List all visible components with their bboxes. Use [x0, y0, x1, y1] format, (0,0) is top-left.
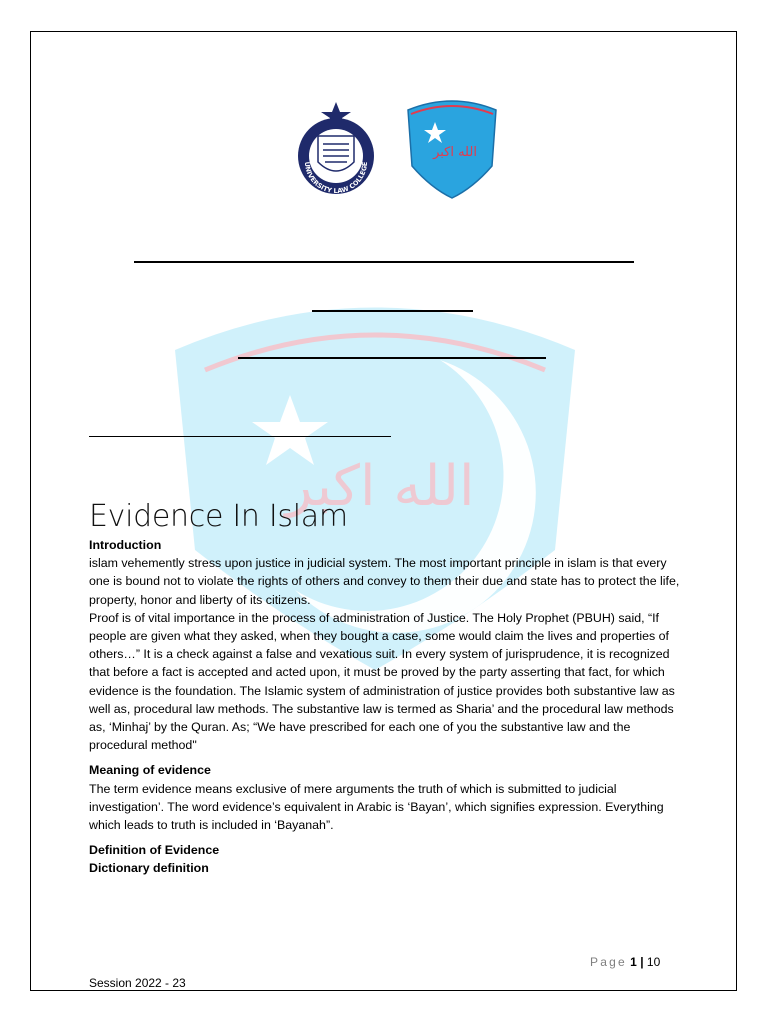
page-number [590, 955, 660, 969]
document-body [89, 498, 689, 878]
svg-text:الله اکبر: الله اکبر [433, 145, 477, 160]
session-label: Session 2022 - 23 [89, 976, 186, 990]
page-word: Page [590, 955, 627, 969]
section-heading-dictionary: Dictionary definition [89, 861, 209, 876]
title-line-4 [89, 436, 391, 437]
section-heading-introduction: Introduction [89, 538, 162, 552]
title-line-2 [312, 310, 473, 312]
svg-text:UNIVERSITY LAW COLLEGE: UNIVERSITY LAW COLLEGE [302, 161, 370, 196]
page-separator: | [640, 955, 644, 969]
page-current: 1 [630, 955, 637, 969]
crescent-shield-logo [405, 96, 499, 200]
paragraph: The term evidence means exclusive of mere arguments the truth of which is submitted to judicial investigation’. The word evidence’s equivalent in Arabic is ‘Bayan’, which signifies expression. Everything which leads to truth is included in ‘Bayanah”. [89, 781, 664, 833]
page-total: 10 [646, 955, 661, 969]
svg-text:الله اکبر: الله اکبر [285, 454, 475, 519]
title-line-1 [134, 261, 634, 263]
paragraph: Proof is of vital importance in the process of administration of Justice. The Holy Prophet (PBUH) said, “If people are given what they asked, when they bought a case, some would claim the lives and properties of others…” It is a check against a false and vexatious suit. In every system of jurisprudence, it is recognized that before a fact is accepted and acted upon, it must be proved by the party asserting that fact, for which evidence is the foundation. The Islamic system of administration of justice provides both substantive law as well as, procedural law methods. The substantive law is termed as Sharia’ and the procedural law methods as, ‘Minhaj’ by the Quran. As; “We have prescribed for each one of you the substantive law and the procedural method" [89, 610, 675, 753]
paragraph: islam vehemently stress upon justice in judicial system. The most important principle in islam is that every one is bound not to violate the rights of others and convey to them their due and state has to protect the life, property, honor and liberty of its citizens. [89, 556, 680, 607]
university-law-college-logo [293, 100, 379, 196]
section-heading-definition: Definition of Evidence [89, 843, 220, 858]
title-line-3 [238, 357, 546, 359]
section-heading-meaning: Meaning of evidence [89, 763, 211, 778]
document-title: Evidence In Islam [89, 499, 348, 534]
